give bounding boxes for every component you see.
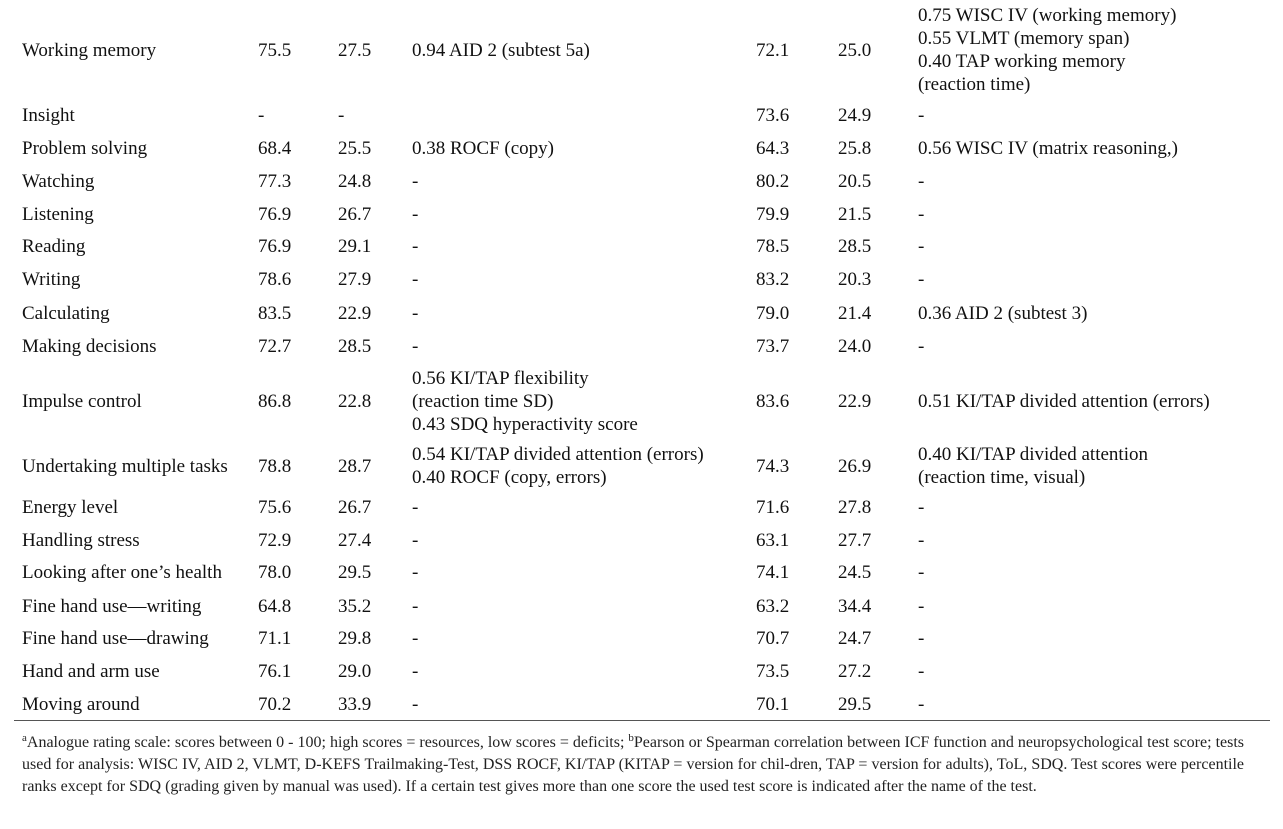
correlation-line: 0.56 KI/TAP flexibility — [412, 367, 589, 389]
function-name: Undertaking multiple tasks — [22, 455, 228, 477]
correlation-line: 0.40 TAP working memory — [918, 51, 1126, 72]
correlation-line: 0.94 AID 2 (subtest 5a) — [412, 39, 590, 61]
mean-group-2: 70.7 — [756, 627, 790, 649]
function-name: Making decisions — [22, 335, 157, 357]
sd-group-2: 24.0 — [838, 335, 872, 357]
mean-group-1: 78.8 — [258, 455, 292, 477]
correlation-group-2 — [918, 302, 1087, 325]
correlation-group-1 — [412, 367, 638, 436]
mean-group-2: 79.9 — [756, 203, 790, 225]
sd-group-1: 26.7 — [338, 496, 372, 518]
mean-group-1: 70.2 — [258, 693, 292, 715]
correlation-line: - — [918, 529, 925, 551]
correlation-line: 0.40 KI/TAP divided attention — [918, 444, 1148, 465]
correlation-line: (reaction time SD) — [412, 390, 554, 412]
sd-group-1: 27.4 — [338, 529, 372, 551]
mean-group-2: 73.6 — [756, 104, 790, 126]
correlation-line: 0.55 VLMT (memory span) — [918, 28, 1130, 49]
correlation-group-1 — [412, 627, 418, 650]
correlation-line: 0.40 ROCF (copy, errors) — [412, 467, 607, 488]
sd-group-1: 28.7 — [338, 455, 372, 477]
correlation-line: (reaction time) — [918, 74, 1031, 95]
correlation-group-1 — [412, 137, 554, 160]
correlation-line: - — [918, 627, 925, 649]
correlation-group-2 — [918, 235, 924, 258]
function-name: Working memory — [22, 39, 157, 61]
table-footnote — [22, 732, 1244, 798]
correlation-line: - — [918, 660, 925, 682]
mean-group-1: 71.1 — [258, 627, 292, 649]
function-name: Writing — [22, 268, 81, 290]
correlation-group-2 — [918, 390, 1210, 413]
function-name: Impulse control — [22, 390, 142, 412]
correlation-line: - — [412, 561, 419, 583]
sd-group-1: 24.8 — [338, 170, 372, 192]
mean-group-1: 76.1 — [258, 660, 292, 682]
sd-group-1: 22.8 — [338, 390, 372, 412]
correlation-group-1 — [412, 443, 704, 489]
mean-group-1: 76.9 — [258, 203, 292, 225]
correlation-line: 0.36 AID 2 (subtest 3) — [918, 302, 1088, 324]
correlation-group-2 — [918, 595, 924, 618]
correlation-line: 0.43 SDQ hyperactivity score — [412, 413, 638, 435]
mean-group-2: 73.5 — [756, 660, 790, 682]
mean-group-1: 64.8 — [258, 595, 292, 617]
correlation-group-1 — [412, 496, 418, 519]
function-name: Hand and arm use — [22, 660, 160, 682]
correlation-line: 0.54 KI/TAP divided attention (errors) — [412, 444, 704, 465]
sd-group-2: 20.3 — [838, 268, 872, 290]
correlation-group-2 — [918, 693, 924, 716]
correlation-line: 0.51 KI/TAP divided attention (errors) — [918, 390, 1210, 412]
footnote-marker-b: b — [628, 732, 634, 744]
correlation-line: - — [918, 104, 925, 126]
sd-group-1: 22.9 — [338, 302, 372, 324]
footnote-text-b: Pearson or Spearman correlation between ICF function and neuropsychological test score; tests used for analysis: WISC IV, AID 2, VLMT, D-KEFS Trailmaking-Test, DSS ROCF, KI/TAP (KITAP = version for chil-dren, TAP = version for adults), ToL, SDQ. Test scores were percentile ranks except for SDQ (grading given by manual was used). If a certain test gives more than one score the used test score is indicated after the name of the test. — [22, 734, 1245, 795]
mean-group-2: 72.1 — [756, 39, 790, 61]
correlation-line: - — [918, 335, 925, 357]
mean-group-2: 80.2 — [756, 170, 790, 192]
correlation-line: - — [918, 203, 925, 225]
correlation-group-2 — [918, 268, 924, 291]
mean-group-2: 83.6 — [756, 390, 790, 412]
correlation-line: 0.75 WISC IV (working memory) — [918, 5, 1177, 26]
function-name: Looking after one’s health — [22, 561, 222, 583]
function-name: Handling stress — [22, 529, 140, 551]
function-name: Problem solving — [22, 137, 148, 159]
correlation-group-1 — [412, 203, 418, 226]
mean-group-2: 70.1 — [756, 693, 790, 715]
function-name: Watching — [22, 170, 95, 192]
correlation-group-2 — [918, 170, 924, 193]
correlation-line: - — [918, 268, 925, 290]
table-bottom-rule — [14, 720, 1270, 721]
correlation-group-1 — [412, 561, 418, 584]
mean-group-1: 83.5 — [258, 302, 292, 324]
correlation-group-1 — [412, 335, 418, 358]
correlation-line: 0.56 WISC IV (matrix reasoning,) — [918, 137, 1178, 159]
correlation-line: - — [412, 496, 419, 518]
correlation-line: - — [412, 693, 419, 715]
correlation-line: (reaction time, visual) — [918, 467, 1086, 488]
correlation-line: - — [918, 235, 925, 257]
correlation-group-2 — [918, 335, 924, 358]
correlation-line: - — [412, 235, 419, 257]
correlation-group-2 — [918, 137, 1178, 160]
correlation-line: - — [918, 595, 925, 617]
sd-group-1: 27.9 — [338, 268, 372, 290]
correlation-line: - — [412, 203, 419, 225]
sd-group-2: 24.9 — [838, 104, 872, 126]
sd-group-1: 29.8 — [338, 627, 372, 649]
sd-group-2: 25.8 — [838, 137, 872, 159]
function-name: Listening — [22, 203, 94, 225]
correlation-group-2 — [918, 561, 924, 584]
function-name: Moving around — [22, 693, 140, 715]
correlation-line: - — [412, 529, 419, 551]
sd-group-1: 35.2 — [338, 595, 372, 617]
correlation-group-2 — [918, 443, 1148, 489]
footnote-text-a: Analogue rating scale: scores between 0 - 100; high scores = resources, low scores = deficits; — [26, 734, 629, 751]
sd-group-2: 24.7 — [838, 627, 872, 649]
footnote-marker-a: a — [22, 732, 27, 744]
correlation-group-1 — [412, 39, 590, 62]
mean-group-1: 75.6 — [258, 496, 292, 518]
sd-group-1: 27.5 — [338, 39, 372, 61]
mean-group-2: 74.1 — [756, 561, 790, 583]
correlation-group-1 — [412, 302, 418, 325]
mean-group-2: 78.5 — [756, 235, 790, 257]
correlation-line: - — [412, 335, 419, 357]
correlation-group-2 — [918, 529, 924, 552]
sd-group-2: 21.5 — [838, 203, 872, 225]
mean-group-2: 63.2 — [756, 595, 790, 617]
correlation-group-1 — [412, 660, 418, 683]
correlation-line: - — [412, 627, 419, 649]
sd-group-2: 34.4 — [838, 595, 872, 617]
sd-group-2: 29.5 — [838, 693, 872, 715]
correlation-group-1 — [412, 595, 418, 618]
correlation-group-1 — [412, 170, 418, 193]
correlation-line: - — [412, 302, 419, 324]
correlation-line: 0.38 ROCF (copy) — [412, 137, 554, 159]
sd-group-1: 28.5 — [338, 335, 372, 357]
correlation-line: - — [412, 660, 419, 682]
function-name: Fine hand use—drawing — [22, 627, 209, 649]
mean-group-2: 79.0 — [756, 302, 790, 324]
function-name: Energy level — [22, 496, 119, 518]
sd-group-1: 26.7 — [338, 203, 372, 225]
sd-group-1: 29.1 — [338, 235, 372, 257]
correlation-group-2 — [918, 627, 924, 650]
mean-group-1: 78.6 — [258, 268, 292, 290]
mean-group-1: 72.7 — [258, 335, 292, 357]
mean-group-1: 78.0 — [258, 561, 292, 583]
sd-group-2: 27.2 — [838, 660, 872, 682]
correlation-line: - — [918, 496, 925, 518]
correlation-group-1 — [412, 268, 418, 291]
function-name: Insight — [22, 104, 75, 126]
correlation-group-2 — [918, 104, 924, 127]
sd-group-2: 27.7 — [838, 529, 872, 551]
mean-group-2: 63.1 — [756, 529, 790, 551]
mean-group-2: 73.7 — [756, 335, 790, 357]
sd-group-2: 28.5 — [838, 235, 872, 257]
sd-group-1: 29.0 — [338, 660, 372, 682]
sd-group-2: 25.0 — [838, 39, 872, 61]
correlation-line: - — [412, 268, 419, 290]
correlation-group-1 — [412, 235, 418, 258]
correlation-line: - — [918, 561, 925, 583]
mean-group-2: 64.3 — [756, 137, 790, 159]
correlation-group-2 — [918, 496, 924, 519]
mean-group-2: 74.3 — [756, 455, 790, 477]
correlation-group-1 — [412, 693, 418, 716]
mean-group-1: 72.9 — [258, 529, 292, 551]
mean-group-2: 71.6 — [756, 496, 790, 518]
sd-group-2: 21.4 — [838, 302, 872, 324]
sd-group-1: 29.5 — [338, 561, 372, 583]
correlation-line: - — [918, 693, 925, 715]
function-name: Fine hand use—writing — [22, 595, 202, 617]
mean-group-1: - — [258, 104, 265, 126]
correlation-group-2 — [918, 4, 1176, 96]
mean-group-1: 77.3 — [258, 170, 292, 192]
correlation-line: - — [412, 170, 419, 192]
correlation-line: - — [412, 595, 419, 617]
correlation-group-1 — [412, 529, 418, 552]
sd-group-2: 27.8 — [838, 496, 872, 518]
correlation-group-2 — [918, 203, 924, 226]
function-name: Reading — [22, 235, 86, 257]
sd-group-1: 33.9 — [338, 693, 372, 715]
sd-group-1: 25.5 — [338, 137, 372, 159]
sd-group-2: 26.9 — [838, 455, 872, 477]
mean-group-1: 76.9 — [258, 235, 292, 257]
mean-group-1: 75.5 — [258, 39, 292, 61]
correlation-group-2 — [918, 660, 924, 683]
sd-group-2: 22.9 — [838, 390, 872, 412]
mean-group-2: 83.2 — [756, 268, 790, 290]
sd-group-1: - — [338, 104, 345, 126]
sd-group-2: 24.5 — [838, 561, 872, 583]
correlation-line: - — [918, 170, 925, 192]
function-name: Calculating — [22, 302, 110, 324]
sd-group-2: 20.5 — [838, 170, 872, 192]
mean-group-1: 86.8 — [258, 390, 292, 412]
mean-group-1: 68.4 — [258, 137, 292, 159]
